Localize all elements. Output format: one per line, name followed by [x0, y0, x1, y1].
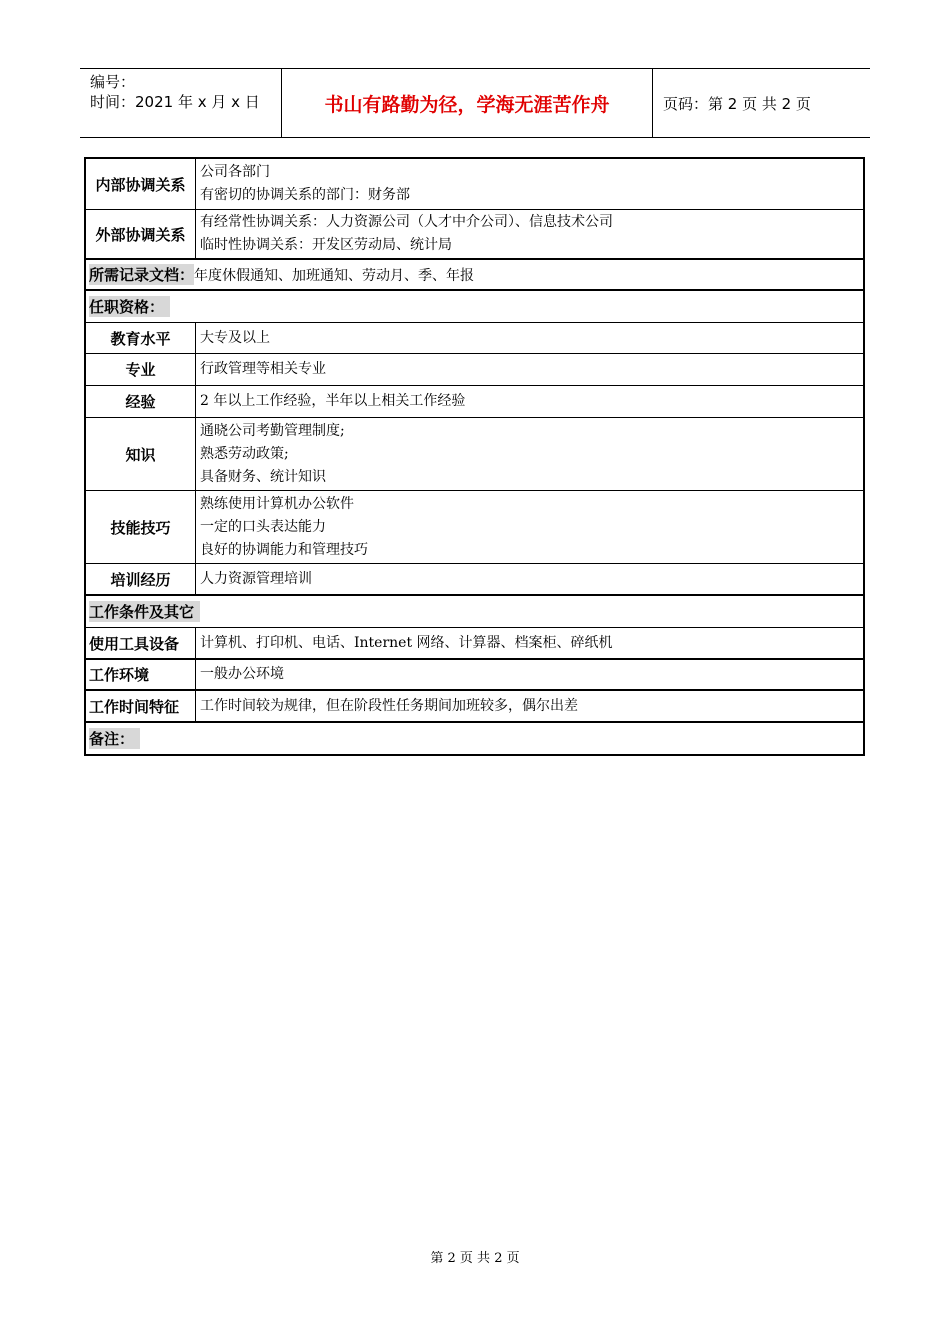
row-label: 专业 — [86, 354, 196, 385]
row-value — [196, 491, 863, 563]
conditions-title: 工作条件及其它 — [89, 601, 200, 622]
value-line: 公司各部门 — [200, 164, 270, 180]
section-title — [86, 291, 863, 323]
header-meta — [80, 69, 282, 137]
table-row — [86, 354, 863, 386]
table-row — [86, 628, 863, 660]
row-label: 经验 — [86, 386, 196, 417]
value-line: 通晓公司考勤管理制度; — [200, 422, 345, 439]
row-label: 使用工具设备 — [86, 628, 196, 658]
value-line: 一定的口头表达能力 — [200, 518, 326, 535]
table-row — [86, 660, 863, 691]
table-row — [86, 159, 863, 210]
document-number: 编号： — [90, 73, 136, 91]
table-row — [86, 491, 863, 564]
row-label: 内部协调关系 — [86, 159, 196, 209]
header-motto: 书山有路勤为径，学海无涯苦作舟 — [282, 69, 653, 137]
value-line: 具备财务、统计知识 — [200, 468, 326, 485]
table-row — [86, 418, 863, 491]
records-label: 所需记录文档： — [89, 266, 195, 284]
job-description-table — [84, 157, 865, 756]
row-label: 培训经历 — [86, 564, 196, 594]
row-value: 2 年以上工作经验，半年以上相关工作经验 — [200, 393, 466, 409]
row-value — [196, 210, 863, 258]
row-value: 人力资源管理培训 — [200, 570, 312, 587]
row-value: 计算机、打印机、电话、Internet 网络、计算器、档案柜、碎纸机 — [200, 634, 613, 651]
value-line: 熟练使用计算机办公软件 — [200, 495, 354, 512]
document-date: 时间：2021 年 x 月 x 日 — [90, 93, 260, 111]
value-line: 良好的协调能力和管理技巧 — [200, 541, 368, 558]
row-label: 外部协调关系 — [86, 210, 196, 258]
row-value — [196, 418, 863, 490]
section-title — [86, 596, 863, 628]
table-row — [86, 210, 863, 260]
qualification-title: 任职资格： — [89, 296, 170, 317]
value-line: 熟悉劳动政策; — [200, 445, 289, 462]
row-value: 大专及以上 — [200, 329, 270, 346]
table-row — [86, 386, 863, 418]
row-label: 技能技巧 — [86, 491, 196, 563]
value-line: 有密切的协调关系的部门：财务部 — [200, 187, 410, 203]
row-label: 工作时间特征 — [86, 691, 196, 721]
records-value: 年度休假通知、加班通知、劳动月、季、年报 — [194, 267, 475, 284]
header-page-number: 页码：第 2 页 共 2 页 — [663, 94, 811, 113]
row-label: 知识 — [86, 418, 196, 490]
row-label: 教育水平 — [86, 323, 196, 353]
page-footer: 第 2 页 共 2 页 — [430, 1251, 520, 1266]
section-title — [86, 723, 863, 754]
row-value: 一般办公环境 — [200, 666, 284, 682]
table-row — [86, 323, 863, 354]
value-line: 有经常性协调关系：人力资源公司（人才中介公司）、信息技术公司 — [200, 214, 613, 230]
table-row — [86, 691, 863, 723]
row-value: 行政管理等相关专业 — [200, 361, 326, 377]
table-row — [86, 260, 863, 291]
page-header — [80, 68, 870, 138]
value-line: 临时性协调关系：开发区劳动局、统计局 — [200, 237, 452, 253]
row-label: 工作环境 — [86, 660, 196, 689]
row-value — [196, 159, 863, 209]
row-value: 工作时间较为规律，但在阶段性任务期间加班较多，偶尔出差 — [200, 697, 578, 714]
table-row — [86, 564, 863, 596]
remarks-title: 备注： — [89, 728, 140, 749]
